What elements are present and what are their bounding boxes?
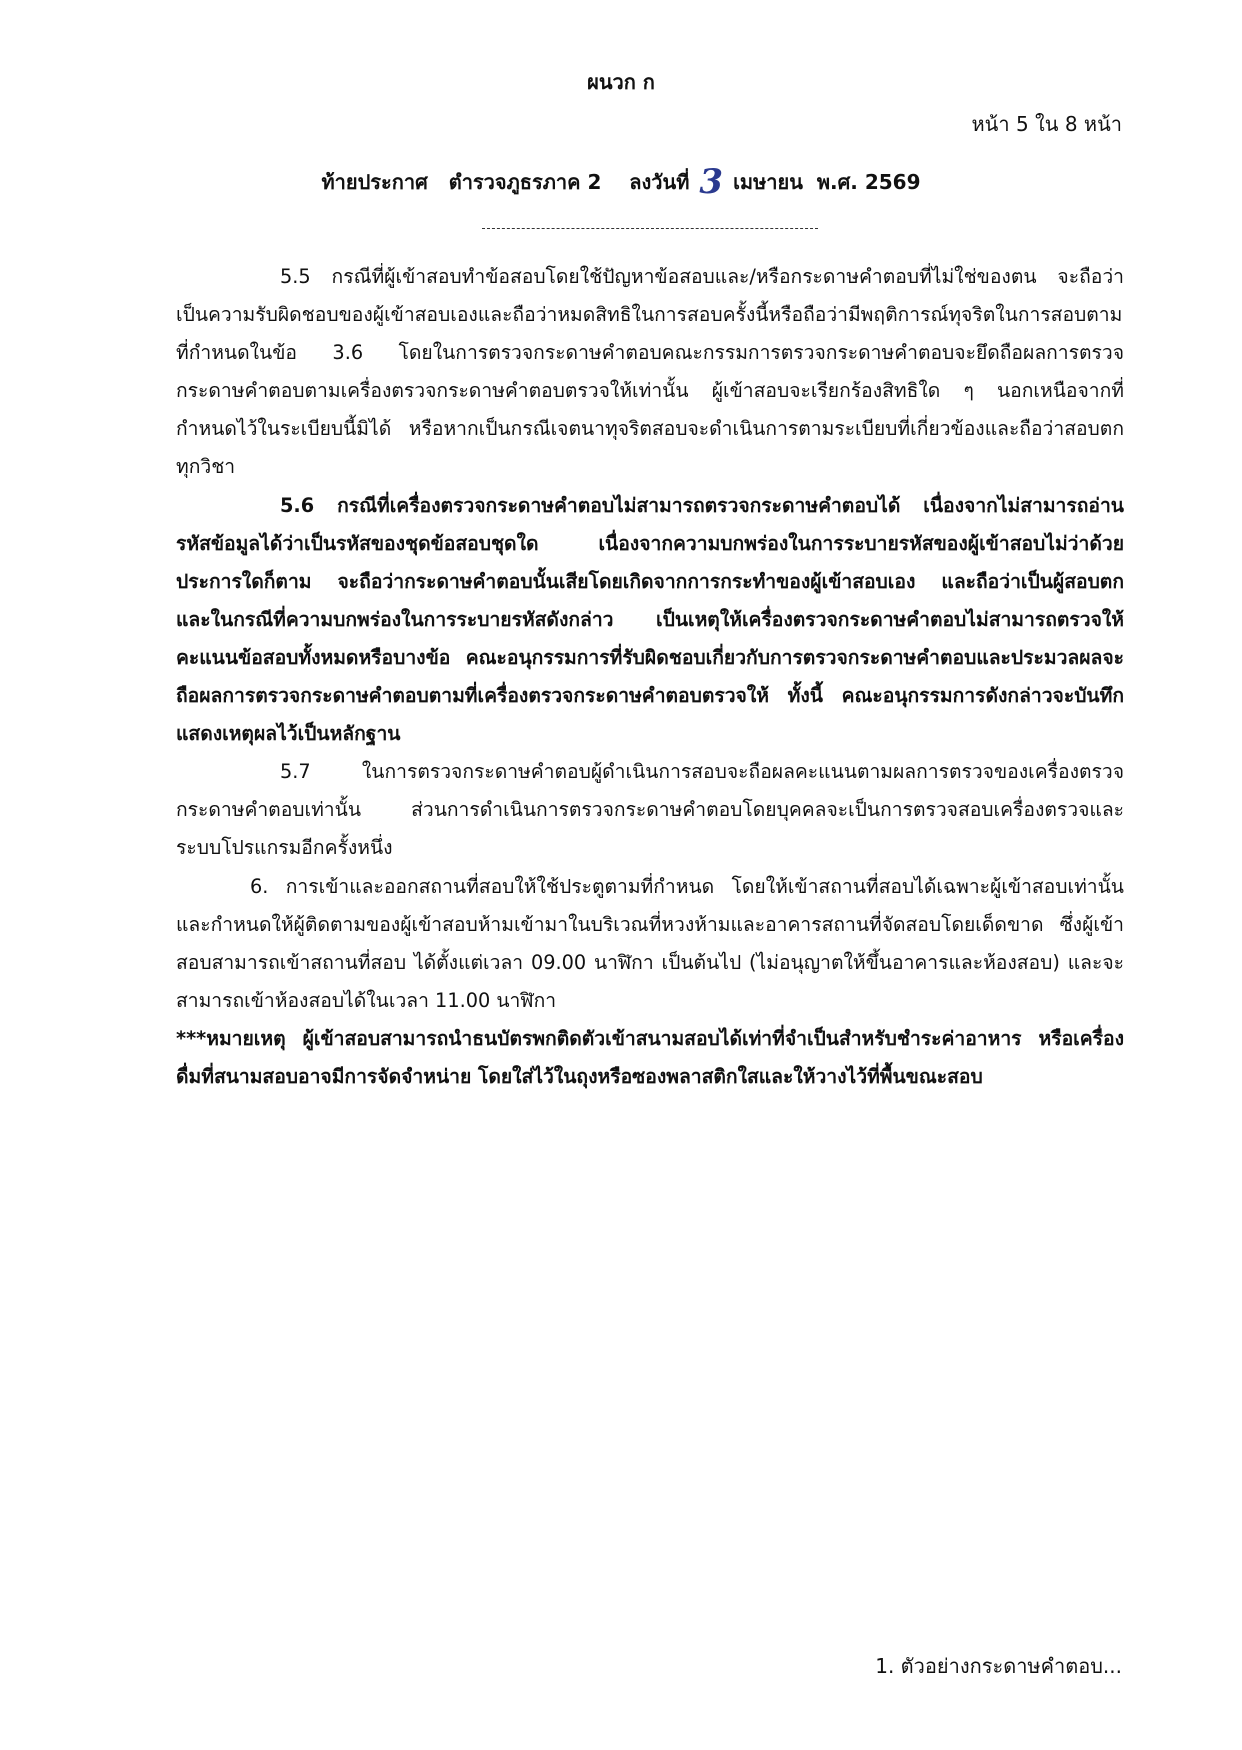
announcement-suffix: เมษายน พ.ศ. 2569 [733,170,921,194]
note-paragraph: ***หมายเหตุ ผู้เข้าสอบสามารถนำธนบัตรพกติดตัวเข้าสนามสอบได้เท่าที่จำเป็นสำหรับชำระค่าอาหาร หรือเครื่องดื่มที่สนามสอบอาจมีการจัดจำหน่าย โดยใส่ไว้ในถุงหรือซองพลาสติกใสและให้วางไว้ที่พื้นขณะสอบ [176,1026,1124,1088]
page-title: ผนวก ก [587,70,655,94]
paragraph-5-6: 5.6 กรณีที่เครื่องตรวจกระดาษคำตอบไม่สามารถตรวจกระดาษคำตอบได้ เนื่องจากไม่สามารถอ่านรหัสข้อมูลได้ว่าเป็นรหัสของชุดข้อสอบชุดใด เนื่องจากความบกพร่องในการระบายรหัสของผู้เข้าสอบไม่ว่าด้วยประการใดก็ตาม จะถือว่ากระดาษคำตอบนั้นเสียโดยเกิดจากการกระทำของผู้เข้าสอบเอง และถือว่าเป็นผู้สอบตก และในกรณีที่ความบกพร่องในการระบายรหัสดังกล่าว เป็นเหตุให้เครื่องตรวจกระดาษคำตอบไม่สามารถตรวจให้คะแนนข้อสอบทั้งหมดหรือบางข้อ คณะอนุกรรมการที่รับผิดชอบเกี่ยวกับการตรวจกระดาษคำตอบและประมวลผลจะถือผลการตรวจกระดาษคำตอบตามที่เครื่องตรวจกระดาษคำตอบตรวจให้ ทั้งนี้ คณะอนุกรรมการดังกล่าวจะบันทึกแสดงเหตุผลไว้เป็นหลักฐาน [176,493,1124,746]
continuation-footer: 1. ตัวอย่างกระดาษคำตอบ... [875,1654,1122,1678]
page-number: หน้า 5 ใน 8 หน้า [971,112,1122,136]
paragraph-5-5: 5.5 กรณีที่ผู้เข้าสอบทำข้อสอบโดยใช้ปัญหาข้อสอบและ/หรือกระดาษคำตอบที่ไม่ใช่ของตน จะถือว่าเป็นความรับผิดชอบของผู้เข้าสอบเองและถือว่าหมดสิทธิในการสอบครั้งนี้หรือถือว่ามีพฤติการณ์ทุจริตในการสอบตามที่กำหนดในข้อ 3.6 โดยในการตรวจกระดาษคำตอบคณะกรรมการตรวจกระดาษคำตอบจะยึดถือผลการตรวจกระดาษคำตอบตามเครื่องตรวจกระดาษคำตอบตรวจให้เท่านั้น ผู้เข้าสอบจะเรียกร้องสิทธิใด ๆ นอกเหนือจากที่กำหนดไว้ในระเบียบนี้มิได้ หรือหากเป็นกรณีเจตนาทุจริตสอบจะดำเนินการตามระเบียบที่เกี่ยวข้องและถือว่าสอบตกทุกวิชา [176,265,1124,479]
announcement-line [0,162,1242,202]
paragraph-6: 6. การเข้าและออกสถานที่สอบให้ใช้ประตูตามที่กำหนด โดยให้เข้าสถานที่สอบได้เฉพาะผู้เข้าสอบเท่านั้น และกำหนดให้ผู้ติดตามของผู้เข้าสอบห้ามเข้ามาในบริเวณที่หวงห้ามและอาคารสถานที่จัดสอบโดยเด็ดขาด ซึ่งผู้เข้าสอบสามารถเข้าสถานที่สอบ ได้ตั้งแต่เวลา 09.00 นาฬิกา เป็นต้นไป (ไม่อนุญาตให้ขึ้นอาคารและห้องสอบ) และจะสามารถเข้าห้องสอบได้ในเวลา 11.00 นาฬิกา [176,874,1124,1012]
document-body [176,258,1124,1096]
header-divider [482,228,818,229]
paragraph-5-7: 5.7 ในการตรวจกระดาษคำตอบผู้ดำเนินการสอบจะถือผลคะแนนตามผลการตรวจของเครื่องตรวจกระดาษคำตอบเท่านั้น ส่วนการดำเนินการตรวจกระดาษคำตอบโดยบุคคลจะเป็นการตรวจสอบเครื่องตรวจและระบบโปรแกรมอีกครั้งหนึ่ง [176,760,1124,860]
announcement-day-handwritten: 3 [699,162,724,202]
announcement-prefix: ท้ายประกาศ ตำรวจภูธรภาค 2 ลงวันที่ [321,170,690,194]
